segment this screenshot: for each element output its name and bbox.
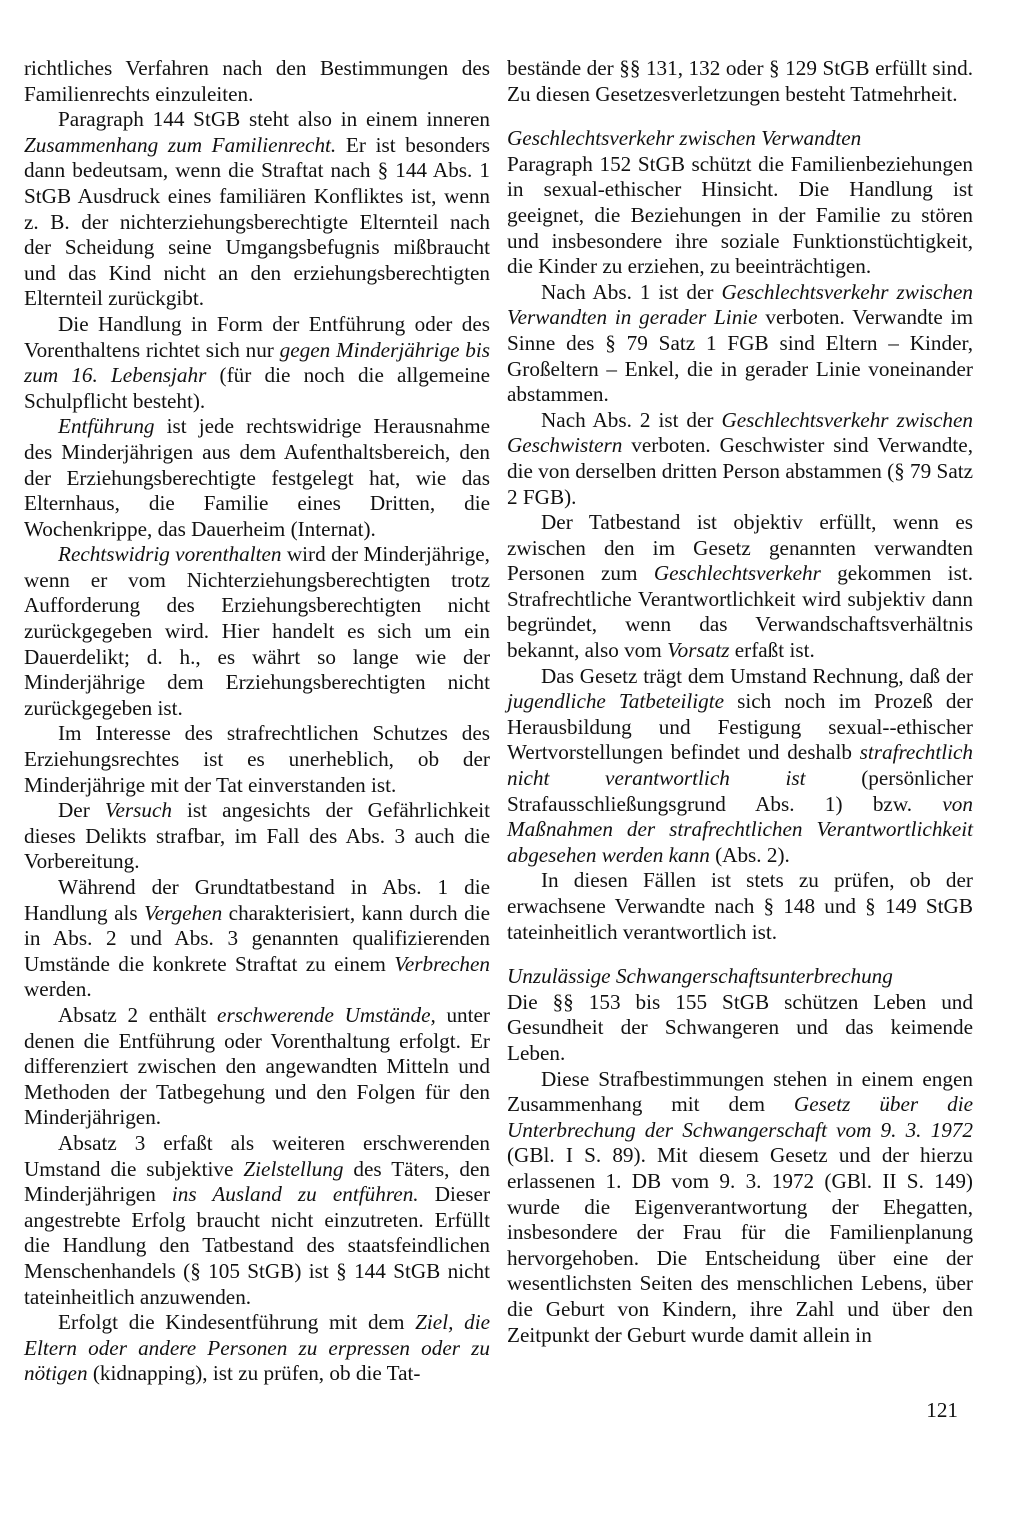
- text-run: verboten. Verwandte im Sinne des § 79 Satz 1 FGB sind Eltern – Kinder, Großeltern – Enkel, die in gerader Linie voneinander abstammen.: [507, 305, 973, 407]
- italic-text: Verbrechen: [394, 951, 490, 976]
- text-run: Diese Strafbestimmungen stehen in einem engen Zusammenhang mit dem: [507, 1066, 973, 1117]
- paragraph: [24, 107, 490, 312]
- paragraph: [24, 312, 490, 414]
- italic-text: Geschlechtsverkehr zwischen Verwandten in gerader Linie: [507, 279, 974, 330]
- paragraph: [24, 1310, 490, 1387]
- right-text-column: [507, 56, 973, 1348]
- paragraph: [507, 868, 973, 945]
- paragraph: [507, 510, 973, 664]
- text-run: erfaßt ist.: [729, 638, 815, 663]
- italic-text: Zielstellung: [243, 1156, 344, 1181]
- text-run: Das Gesetz trägt dem Umstand Rechnung, daß der: [541, 663, 973, 688]
- text-run: (persönlicher Strafausschließungsgrund Abs. 1) bzw.: [507, 766, 973, 816]
- left-text-column: [24, 56, 490, 1387]
- text-run: Absatz 2 enthält: [58, 1002, 218, 1027]
- paragraph: [507, 1067, 973, 1349]
- text-run: gekommen ist. Strafrechtliche Verantwortlichkeit wird subjektiv dann begründet, wenn das Verwandschaftsverhältnis bekannt, also vom: [507, 561, 973, 663]
- text-run: werden.: [24, 977, 92, 1002]
- italic-text: Geschlechtsverkehr: [653, 561, 821, 586]
- paragraph: [507, 56, 973, 107]
- italic-text: Versuch: [104, 798, 172, 823]
- italic-text: jugendliche Tatbeteiligte: [507, 689, 725, 714]
- paragraph: [24, 414, 490, 542]
- text-run: Paragraph 144 StGB steht also in einem inneren: [58, 107, 490, 132]
- text-run: ist jede rechtswidrige Herausnahme des Minderjährigen aus dem Aufenthaltsbereich, den der Erziehungsberechtigte festgelegt hat, wie das Elternhaus, die Familie eines Dritten, die Wochenkrippe, das Dauerheim (Internat).: [24, 414, 490, 541]
- italic-text: Ziel, die Eltern oder andere Personen zu erpressen oder zu nötigen: [24, 1310, 490, 1386]
- paragraph: [24, 542, 490, 721]
- text-run: Die §§ 153 bis 155 StGB schützen Leben und Gesundheit der Schwangeren und das keimende Leben.: [507, 989, 973, 1065]
- text-run: sich noch im Prozeß der Herausbildung und Festigung sexual--ethischer Wertvorstellungen befindet und deshalb: [507, 689, 973, 765]
- section-heading: Unzulässige Schwangerschaftsunterbrechung: [507, 964, 893, 989]
- paragraph: [24, 721, 490, 798]
- italic-text: gegen Minderjährige bis zum 16. Lebensjahr: [24, 337, 490, 388]
- text-run: Nach Abs. 2 ist der: [541, 407, 722, 432]
- section-heading: Geschlechtsverkehr zwischen Verwandten: [507, 126, 862, 151]
- italic-text: Rechtswidrig vorenthalten: [58, 542, 282, 567]
- paragraph: [507, 664, 973, 869]
- italic-text: ins Ausland zu entführen.: [171, 1182, 419, 1207]
- text-run: (kidnapping), ist zu prüfen, ob die Tat-: [87, 1361, 421, 1386]
- text-run: Dieser angestrebte Erfolg braucht nicht einzutreten. Erfüllt die Handlung den Tatbestand des staatsfeindlichen Menschenhandels (§ 105 StGB) ist § 144 StGB nicht tateinheitlich anzuwenden.: [24, 1182, 491, 1309]
- text-run: Der Tatbestand ist objektiv erfüllt, wenn es zwischen den im Gesetz genannten verwandten Personen zum: [507, 510, 973, 586]
- paragraph: [24, 1003, 490, 1131]
- paragraph: [507, 408, 973, 510]
- italic-text: erschwerende Umstände,: [217, 1002, 436, 1027]
- paragraph: [24, 798, 490, 875]
- text-run: Die Handlung in Form der Entführung oder des Vorenthaltens richtet sich nur: [24, 311, 490, 362]
- text-run: Im Interesse des strafrechtlichen Schutzes des Erziehungsrechtes ist es unerheblich, ob der Minderjährige mit der Tat einverstanden ist.: [24, 721, 490, 797]
- italic-text: von Maßnahmen der strafrechtlichen Verantwortlichkeit abgesehen werden kann: [507, 791, 973, 867]
- text-run: ist angesichts der Gefährlichkeit dieses Delikts strafbar, im Fall des Abs. 3 auch die Vorbereitung.: [24, 798, 491, 874]
- text-run: Paragraph 152 StGB schützt die Familienbeziehungen in sexual-ethischer Hinsicht. Die Handlung ist geeignet, die Beziehungen in der Familie zu stören und insbesondere ihre soziale Funktionstüchtigkeit, die Kinder zu erziehen, zu beeinträchtigen.: [507, 151, 973, 279]
- text-run: wird der Minderjährige, wenn er vom Nichterziehungsberechtigten trotz Aufforderung des Erziehungsberechtigten nicht zurückgegeben wird. Hier handelt es sich um ein Dauerdelikt; d. h., es währt so lange wie der Minderjährige dem Erziehungsberechtigten nicht zurückgegeben ist.: [24, 542, 490, 720]
- text-run: Absatz 3 erfaßt als weiteren erschwerenden Umstand die subjektive: [24, 1130, 490, 1181]
- text-run: (Abs. 2).: [709, 842, 790, 867]
- text-run: Erfolgt die Kindesentführung mit dem: [58, 1310, 416, 1335]
- text-run: charakterisiert, kann durch die in Abs. 2 und Abs. 3 genannten qualifizierenden Umstände die konkrete Straftat zu einem: [24, 900, 490, 976]
- italic-text: Geschlechtsverkehr zwischen Geschwistern: [507, 407, 974, 458]
- italic-text: Vorsatz: [667, 638, 730, 663]
- text-run: verboten. Geschwister sind Verwandte, die von derselben dritten Person abstammen (§ 79 Satz 2 FGB).: [507, 433, 974, 509]
- text-run: (GBl. I S. 89). Mit diesem Gesetz und der hierzu erlassenen 1. DB vom 9. 3. 1972 (GBl. II S. 149) wurde die Eigenverantwortung der Ehegatten, insbesondere der Frau für die Familienplanung hervorgehoben. Die Entscheidung über eine der wesentlichsten Seiten des menschlichen Lebens, über die Geburt von Kindern, ihre Zahl und über den Zeitpunkt der Geburt wurde damit allein in: [507, 1143, 973, 1347]
- paragraph: [24, 56, 490, 107]
- text-run: Er ist besonders dann bedeutsam, wenn die Straftat nach § 144 Abs. 1 StGB Ausdruck eines familiären Konfliktes ist, wenn z. B. der nichterziehungsberechtigte Elternteil nach der Scheidung seine Umgangsbefugnis mißbraucht und das Kind nicht an den erziehungsberechtigten Elternteil zurückgibt.: [24, 132, 491, 311]
- text-run: In diesen Fällen ist stets zu prüfen, ob der erwachsene Verwandte nach § 148 und § 149 StGB tateinheitlich verantwortlich ist.: [507, 868, 973, 944]
- text-run: (für die noch die allgemeine Schulpflicht besteht).: [24, 363, 490, 413]
- text-run: bestände der §§ 131, 132 oder § 129 StGB erfüllt sind. Zu diesen Gesetzesverletzungen besteht Tatmehrheit.: [507, 56, 973, 106]
- paragraph: [507, 990, 973, 1067]
- italic-text: Vergehen: [144, 900, 223, 925]
- text-run: des Täters, den Minderjährigen: [24, 1156, 491, 1207]
- page-number: 121: [926, 1398, 958, 1422]
- text-run: richtliches Verfahren nach den Bestimmungen des Familienrechts einzuleiten.: [24, 56, 490, 106]
- italic-text: Gesetz über die Unterbrechung der Schwangerschaft vom 9. 3. 1972: [507, 1092, 974, 1142]
- paragraph: [507, 280, 973, 408]
- text-run: Nach Abs. 1 ist der: [541, 279, 722, 304]
- text-run: Während der Grundtatbestand in Abs. 1 die Handlung als: [24, 875, 490, 925]
- paragraph: [24, 1131, 490, 1310]
- text-run: Der: [58, 798, 105, 823]
- text-run: unter denen die Entführung oder Vorenthaltung erfolgt. Er differenziert zwischen den angewandten Mitteln und Methoden der Tatbegehung und den Folgen für den Minderjährigen.: [24, 1002, 490, 1130]
- italic-text: strafrechtlich nicht verantwortlich ist: [507, 740, 973, 791]
- paragraph: [507, 152, 973, 280]
- italic-text: Zusammenhang zum Familienrecht.: [24, 132, 337, 157]
- paragraph: [24, 875, 490, 1003]
- italic-text: Entführung: [58, 414, 155, 439]
